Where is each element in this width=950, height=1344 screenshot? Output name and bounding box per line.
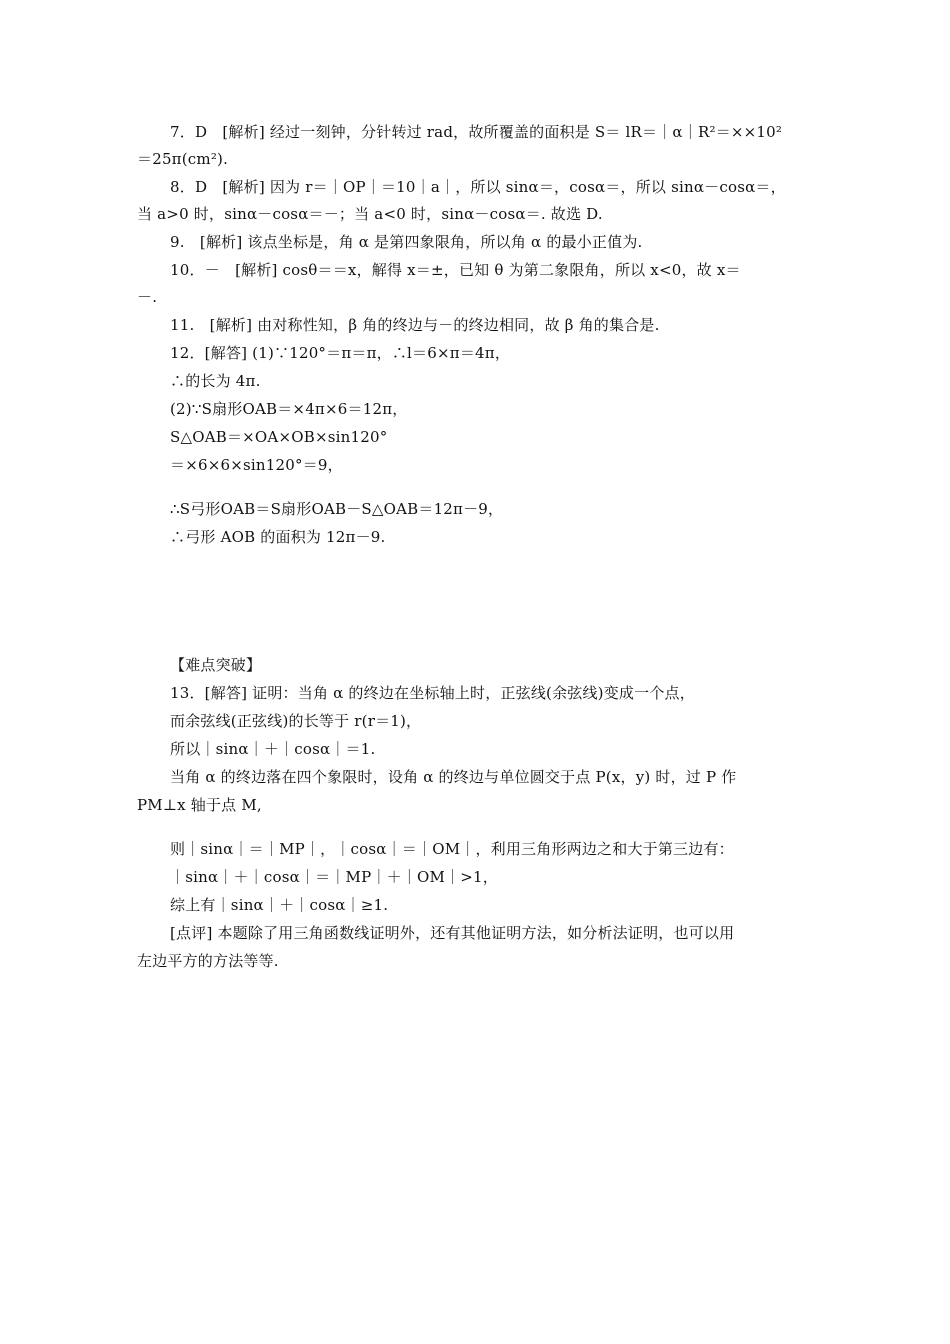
- section-heading: 【难点突破】: [170, 656, 262, 674]
- text-line-q12: 12．[解答] (1)∵120°＝π＝π，∴l＝6×π＝4π，: [170, 344, 511, 362]
- text-line-q7-cont: ＝25π(cm²).: [137, 150, 229, 168]
- text-line-q13: 13．[解答] 证明：当角 α 的终边在坐标轴上时，正弦线(余弦线)变成一个点，: [170, 684, 695, 702]
- text-line-q12-arc: ∴的长为 4π.: [170, 372, 261, 390]
- text-line-q12-segment: ∴S弓形OAB＝S扇形OAB－S△OAB＝12π－9，: [170, 500, 504, 518]
- text-line-q8-cont: 当 a>0 时，sinα－cosα＝－；当 a<0 时，sinα－cosα＝. 故选 D.: [137, 205, 603, 223]
- text-line-q12-part2: (2)∵S扇形OAB＝×4π×6＝12π，: [170, 400, 408, 418]
- text-line-q11: 11. [解析] 由对称性知，β 角的终边与－的终边相同，故 β 角的集合是.: [170, 316, 660, 334]
- text-line-comment-cont: 左边平方的方法等等.: [137, 952, 279, 970]
- text-line-q13-4: 当角 α 的终边落在四个象限时，设角 α 的终边与单位圆交于点 P(x，y) 时，过 P 作: [170, 768, 737, 786]
- text-line-q8: 8．D [解析] 因为 r＝｜OP｜＝10｜a｜，所以 sinα＝，cosα＝，所以 sinα－cosα＝，: [170, 178, 786, 196]
- text-line-q13-6: ｜sinα｜＋｜cosα｜＝｜MP｜＋｜OM｜>1，: [170, 868, 498, 886]
- text-line-q13-7: 综上有｜sinα｜＋｜cosα｜≥1.: [170, 896, 389, 914]
- text-line-comment: [点评] 本题除了用三角函数线证明外，还有其他证明方法，如分析法证明，也可以用: [170, 924, 735, 942]
- text-line-q7: 7．D [解析] 经过一刻钟，分针转过 rad，故所覆盖的面积是 S＝ lR＝｜α｜R²＝××10²: [170, 123, 783, 141]
- text-line-q12-triangle-cont: ＝×6×6×sin120°＝9，: [170, 456, 343, 474]
- text-line-q12-triangle: S△OAB＝×OA×OB×sin120°: [170, 428, 388, 446]
- text-line-q13-2: 而余弦线(正弦线)的长等于 r(r＝1)，: [170, 712, 422, 730]
- text-line-q10: 10．－ [解析] cosθ＝＝x，解得 x＝±，已知 θ 为第二象限角，所以 x<0，故 x＝: [170, 261, 741, 279]
- text-line-q13-4-cont: PM⊥x 轴于点 M,: [137, 796, 262, 814]
- text-line-q13-3: 所以｜sinα｜＋｜cosα｜＝1.: [170, 740, 376, 758]
- text-line-q10-cont: －.: [137, 288, 158, 306]
- text-line-q13-5: 则｜sinα｜＝｜MP｜，｜cosα｜＝｜OM｜，利用三角形两边之和大于第三边有：: [170, 840, 734, 858]
- text-line-q12-answer: ∴弓形 AOB 的面积为 12π－9.: [170, 528, 386, 546]
- text-line-q9: 9. [解析] 该点坐标是，角 α 是第四象限角，所以角 α 的最小正值为.: [170, 233, 643, 251]
